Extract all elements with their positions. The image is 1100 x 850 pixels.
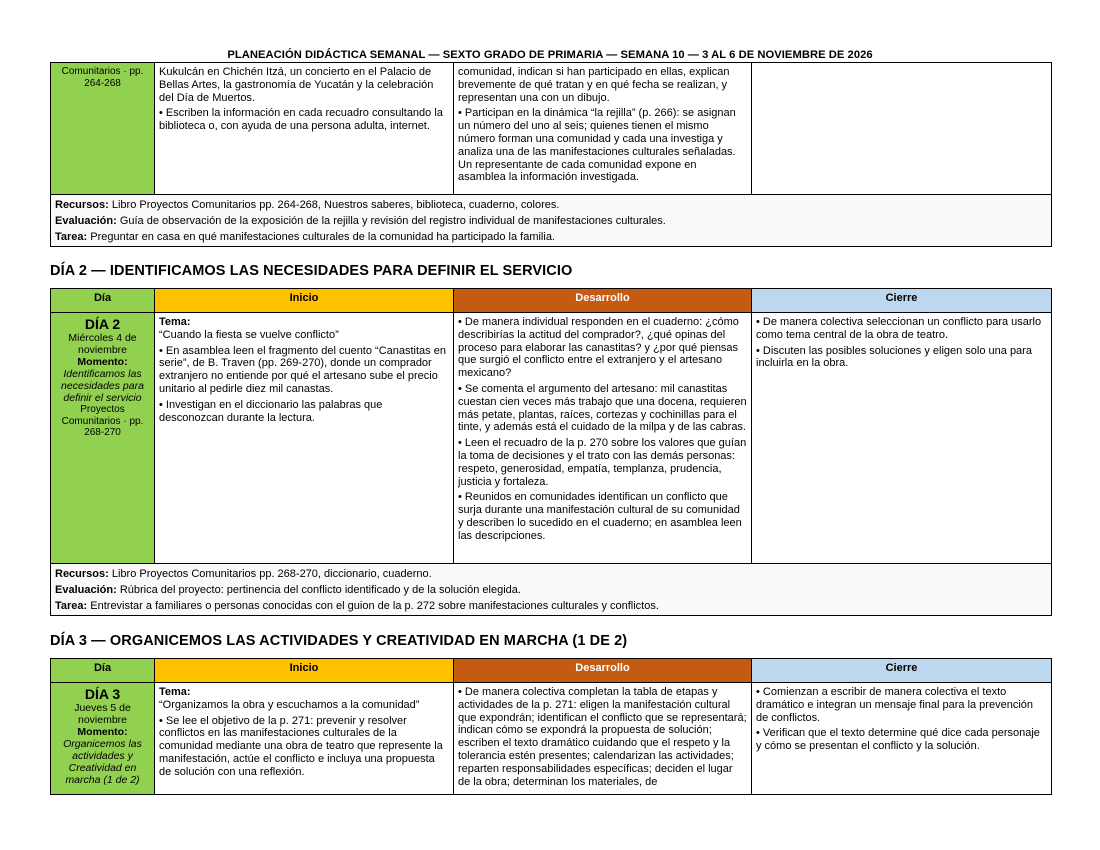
day2-resources-cell xyxy=(51,564,1052,616)
day2-cierre-cell xyxy=(752,313,1052,564)
day3-cierre-cell xyxy=(752,683,1052,795)
day1-cierre-cell xyxy=(752,63,1052,195)
day3-header-inicio: Inicio xyxy=(155,659,454,683)
day3-header-dia: Día xyxy=(51,659,155,683)
day3-header-cierre: Cierre xyxy=(752,659,1052,683)
day2-header-row xyxy=(51,289,1052,313)
day2-momento-label: Momento: xyxy=(77,356,128,368)
day1-tarea: Tarea: Preguntar en casa en qué manifestaciones culturales de la comunidad ha participado la familia. xyxy=(55,230,555,243)
day2-activity-row xyxy=(51,313,1052,564)
page-title: PLANEACIÓN DIDÁCTICA SEMANAL — SEXTO GRADO DE PRIMARIA — SEMANA 10 — 3 AL 6 DE NOVIEMBRE DE 2026 xyxy=(227,49,873,61)
day3-momento: Organicemos las actividades y Creatividad en marcha (1 de 2) xyxy=(63,738,142,786)
day1-evaluacion: Evaluación: Guía de observación de la exposición de la rejilla y revisión del registro individual de manifestaciones culturales. xyxy=(55,214,666,227)
day1-resources-cell xyxy=(51,195,1052,247)
day2-tema-label: Tema: xyxy=(159,316,191,328)
day2-inicio-cell xyxy=(155,313,454,564)
day2-evaluacion: Evaluación: Rúbrica del proyecto: pertinencia del conflicto identificado y de la solución elegida. xyxy=(55,583,521,596)
day2-cierre-p1: • De manera colectiva seleccionan un conflicto para usarlo como tema central de la obra de teatro. xyxy=(756,316,1042,341)
day3-inicio-cell xyxy=(155,683,454,795)
day2-tarea: Tarea: Entrevistar a familiares o personas conocidas con el guion de la p. 272 sobre manifestaciones culturales y conflictos. xyxy=(55,599,659,612)
day2-section-title: DÍA 2 — IDENTIFICAMOS LAS NECESIDADES PARA DEFINIR EL SERVICIO xyxy=(50,263,573,279)
day1-table xyxy=(50,62,1052,247)
day2-header-dia: Día xyxy=(51,289,155,313)
day3-tema: “Organizamos la obra y escuchamos a la comunidad” xyxy=(159,698,420,711)
day2-momento: Identificamos las necesidades para definir el servicio xyxy=(61,368,144,404)
day3-tema-label: Tema: xyxy=(159,686,191,698)
day2-inicio-p2: • Investigan en el diccionario las palabras que desconozcan durante la lectura. xyxy=(159,398,383,424)
day1-inicio-p2: • Escriben la información en cada recuadro consultando la biblioteca o, con ayuda de una persona adulta, internet. xyxy=(159,107,443,133)
day3-label: DÍA 3 xyxy=(84,686,121,702)
day2-day-cell xyxy=(51,313,155,564)
day2-inicio-p1: • En asamblea leen el fragmento del cuento “Canastitas en serie”, de B. Traven (pp. 269-270), donde un comprador extranjero no entiende por qué el artesano sube el precio unitario al pedirle diez mil canastas. xyxy=(159,344,446,395)
day2-date: Miércoles 4 de noviembre xyxy=(68,332,137,356)
day3-date: Jueves 5 de noviembre xyxy=(74,702,131,726)
day1-activity-row xyxy=(51,63,1052,195)
day2-table xyxy=(50,288,1052,616)
day3-header-row xyxy=(51,659,1052,683)
day1-recursos: Recursos: Libro Proyectos Comunitarios pp. 264-268, Nuestros saberes, biblioteca, cuaderno, colores. xyxy=(55,199,560,211)
day3-desarrollo-cell xyxy=(454,683,752,795)
day3-cierre-p1: • Comienzan a escribir de manera colectiva el texto dramático e integran un mensaje final para la prevención de conflictos. xyxy=(756,686,1033,724)
day1-resources-row xyxy=(51,195,1052,247)
day3-momento-label: Momento: xyxy=(77,726,128,738)
day3-header-desarrollo: Desarrollo xyxy=(454,659,752,683)
day2-desarrollo-p2: • Se comenta el argumento del artesano: mil canastitas cuestan cien veces más trabajo que una docena, requieren más petate, plantas, raíces, cortezas y cochinillas para el tinte, y además está el cuidado de la milpa y de las cabras. xyxy=(458,382,747,434)
day2-desarrollo-p3: • Leen el recuadro de la p. 270 sobre los valores que guían la toma de decisiones y el trato con las demás personas: respeto, generosidad, empatía, templanza, prudencia, justicia y fortaleza. xyxy=(458,437,747,488)
day2-header-desarrollo: Desarrollo xyxy=(454,289,752,313)
day1-desarrollo-cell xyxy=(454,63,752,195)
day2-desarrollo-cell xyxy=(454,313,752,564)
day3-inicio-p1: • Se lee el objetivo de la p. 271: prevenir y resolver conflictos en las manifestaciones culturales de la comunidad mediante una obra de teatro que represente la manifestación, actúe el conflicto e incluya una propuesta de solución con una reflexión. xyxy=(159,714,443,778)
day3-desarrollo-p1: • De manera colectiva completan la tabla de etapas y actividades de la p. 271: eligen la manifestación cultural que expondrán; identifican el conflicto que se representará; indican cómo se expondrá la propuesta de solución; escriben el texto dramático cuidando que el respeto y la tolerancia estén presentes; calendarizan las actividades; reparten responsabilidades específicas; deciden el lugar de la obra; determinan los materiales, de xyxy=(458,686,747,788)
day2-book-ref: Proyectos Comunitarios · pp. 268-270 xyxy=(61,404,144,439)
day1-book-ref: Comunitarios · pp. 264-268 xyxy=(61,66,144,89)
day2-recursos: Recursos: Libro Proyectos Comunitarios pp. 268-270, diccionario, cuaderno. xyxy=(55,568,432,580)
day1-day-cell xyxy=(51,63,155,195)
day3-table xyxy=(50,658,1052,795)
day2-tema: “Cuando la fiesta se vuelve conflicto” xyxy=(159,328,339,341)
day2-cierre-p2: • Discuten las posibles soluciones y eligen solo una para incluirla en la obra. xyxy=(756,344,1032,370)
day1-inicio-cell xyxy=(155,63,454,195)
day3-cierre-p2: • Verifican que el texto determine qué dice cada personaje y cómo se presentan el conflicto y la solución. xyxy=(756,727,1040,753)
day2-desarrollo-p4: • Reunidos en comunidades identifican un conflicto que surja durante una manifestación cultural de su comunidad y describen lo sucedido en el cuaderno; en asamblea leen las descripciones. xyxy=(458,491,742,542)
day3-activity-row xyxy=(51,683,1052,795)
day2-desarrollo-p1: • De manera individual responden en el cuaderno: ¿cómo describirías la actitud del comprador?, ¿qué opinas del proceso para elaborar las canastitas? y ¿por qué piensas que surgió el conflicto entre el extranjero y el artesano mexicano? xyxy=(458,316,739,380)
day3-section-title: DÍA 3 — ORGANICEMOS LAS ACTIVIDADES Y CREATIVIDAD EN MARCHA (1 DE 2) xyxy=(50,633,628,649)
day2-header-inicio: Inicio xyxy=(155,289,454,313)
day1-inicio-p1: Kukulcán en Chichén Itzá, un concierto en el Palacio de Bellas Artes, la gastronomía de Yucatán y la celebración del Día de Muertos. xyxy=(159,66,434,104)
day2-label: DÍA 2 xyxy=(84,316,121,332)
day1-desarrollo-p1: comunidad, indican si han participado en ellas, explican brevemente de qué tratan y en qué fecha se realizan, y representan una con un dibujo. xyxy=(458,66,730,104)
day2-header-cierre: Cierre xyxy=(752,289,1052,313)
day1-desarrollo-p2: • Participan en la dinámica “la rejilla” (p. 266): se asignan un número del uno al seis; quienes tienen el mismo número forman una comunidad y cada una investiga y analiza una de las manifestaciones culturales señaladas. Un representante de cada comunidad expone en asamblea la información investigada. xyxy=(458,107,736,184)
day2-resources-row xyxy=(51,564,1052,616)
day3-day-cell xyxy=(51,683,155,795)
